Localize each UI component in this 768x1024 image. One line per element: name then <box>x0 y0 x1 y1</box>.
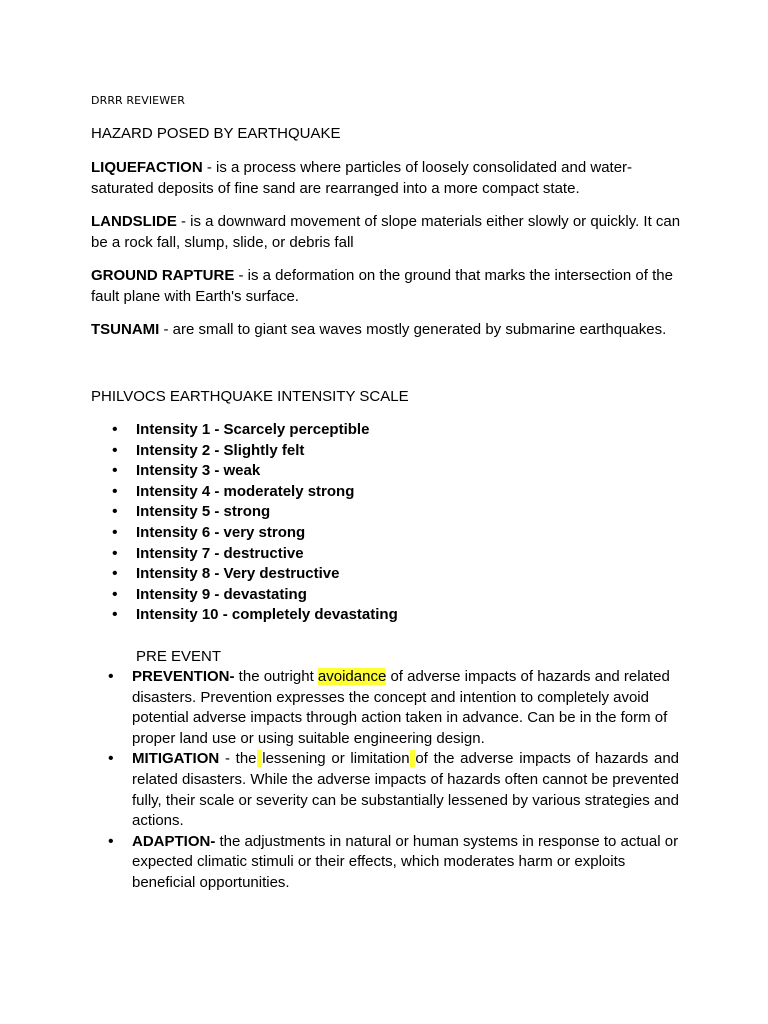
definition-tsunami <box>91 320 681 341</box>
list-item: • Intensity 1 - Scarcely perceptible <box>91 420 398 441</box>
list-item: • Intensity 8 - Very destructive <box>91 564 398 585</box>
term-adaption: ADAPTION- <box>132 832 216 850</box>
term-mitigation: MITIGATION <box>132 750 220 768</box>
bullet-icon: • <box>108 668 114 685</box>
bullet-icon: • <box>112 441 118 459</box>
list-item: • Intensity 3 - weak <box>91 461 398 482</box>
document-header: DRRR REVIEWER <box>91 94 185 107</box>
definition-ground-rapture <box>91 266 681 307</box>
list-item: • Intensity 10 - completely devastating <box>91 605 398 626</box>
term-ground-rapture: GROUND RAPTURE <box>91 267 235 284</box>
definition-text: - is a process where particles of loosely consolidated and water-saturated deposits of fine sand are rearranged into a more compact state. <box>91 159 633 197</box>
bullet-icon: • <box>112 544 118 562</box>
term-landslide: LANDSLIDE <box>91 213 177 230</box>
bullet-icon: • <box>112 462 118 480</box>
definition-text: - is a deformation on the ground that marks the intersection of the fault plane with Earth's surface. <box>91 267 673 305</box>
intensity-list <box>91 420 398 626</box>
section-title-hazards: HAZARD POSED BY EARTHQUAKE <box>91 125 341 142</box>
bullet-icon: • <box>112 606 118 624</box>
pre-event-list <box>91 667 679 894</box>
list-item-adaption: • ADAPTION- the adjustments in natural or human systems in response to actual or expected climatic stimuli or their effects, which moderates harm or exploits beneficial opportunities. <box>108 832 679 891</box>
term-prevention: PREVENTION- <box>132 668 235 685</box>
list-item-prevention: • PREVENTION- the outright avoidance of adverse impacts of hazards and related disasters. Prevention expresses the concept and intention to completely avoid potential adverse impacts through action taken in advance. Can be in the form of proper land use or using suitable engineering design. <box>108 668 670 747</box>
bullet-icon: • <box>112 565 118 583</box>
list-item: • Intensity 9 - devastating <box>91 585 398 606</box>
list-item: • Intensity 4 - moderately strong <box>91 482 398 503</box>
definition-text: - are small to giant sea waves mostly generated by submarine earthquakes. <box>159 321 667 338</box>
list-item: • Intensity 2 - Slightly felt <box>91 441 398 462</box>
term-liquefaction: LIQUEFACTION <box>91 159 203 176</box>
bullet-icon: • <box>112 503 118 521</box>
list-item: • Intensity 5 - strong <box>91 502 398 523</box>
bullet-icon: • <box>108 832 114 850</box>
bullet-icon: • <box>108 750 114 768</box>
highlighted-text: avoidance <box>317 668 387 685</box>
section-title-pre-event: PRE EVENT <box>136 648 222 665</box>
list-item-mitigation: • MITIGATION - the lessening or limitation of the adverse impacts of hazards and related disasters. While the adverse impacts of hazards often cannot be prevented fully, their scale or severity can be substantially lessened by various strategies and actions. <box>108 750 679 830</box>
list-item: • Intensity 7 - destructive <box>91 544 398 565</box>
section-title-intensity-scale: PHILVOCS EARTHQUAKE INTENSITY SCALE <box>91 388 409 405</box>
bullet-icon: • <box>112 421 118 438</box>
list-item: • Intensity 6 - very strong <box>91 523 398 544</box>
definition-text: - is a downward movement of slope materials either slowly or quickly. It can be a rock fall, slump, slide, or debris fall <box>91 213 681 251</box>
definition-liquefaction <box>91 158 681 199</box>
term-tsunami: TSUNAMI <box>91 321 160 338</box>
bullet-icon: • <box>112 585 118 603</box>
bullet-icon: • <box>112 523 118 541</box>
definition-landslide <box>91 212 681 253</box>
bullet-icon: • <box>112 482 118 500</box>
